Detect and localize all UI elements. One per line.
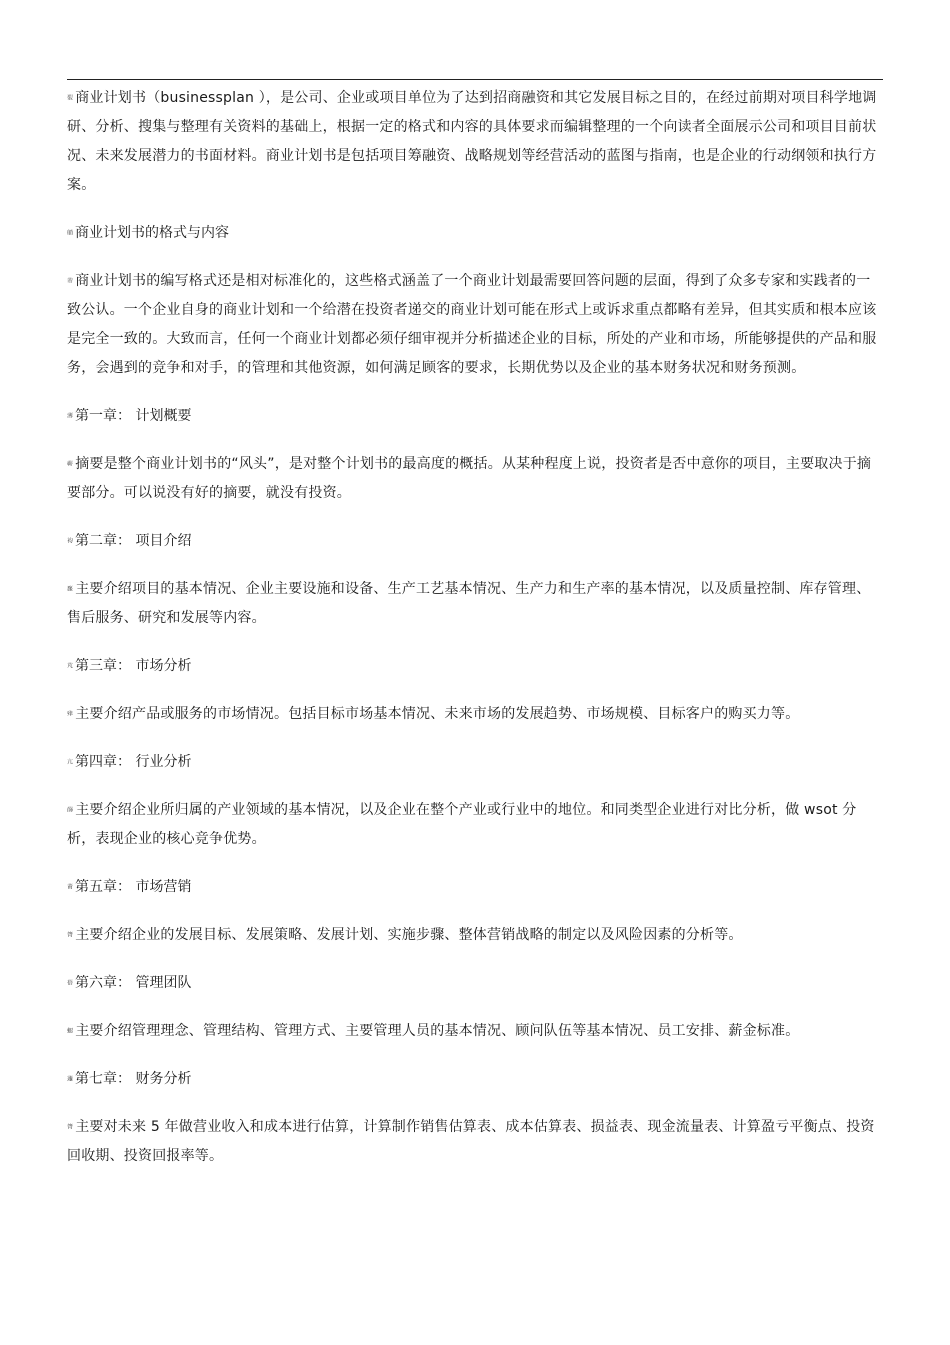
chapter-1-text: 摘要是整个商业计划书的“风头”，是对整个计划书的最高度的概括。从某种程度上说，投资者是否中意你的项目，主要取决于摘要部分。可以说没有好的摘要，就没有投资。 [67, 456, 872, 501]
chapter-5-heading [67, 873, 883, 902]
chapter-7-title: 第七章： 财务分析 [75, 1071, 192, 1087]
chapter-6-text: 主要介绍管理理念、管理结构、管理方式、主要管理人员的基本情况、顾问队伍等基本情况、员工安排、薪金标准。 [75, 1023, 800, 1039]
format-text: 商业计划书的编写格式还是相对标准化的，这些格式涵盖了一个商业计划最需要回答问题的层面，得到了众多专家和实践者的一致公认。一个企业自身的商业计划和一个给潜在投资者递交的商业计划可能在形式上或诉求重点都略有差异，但其实质和根本应该是完全一致的。大致而言，任何一个商业计划都必须仔细审视并分析描述企业的目标，所处的产业和市场，所能够提供的产品和服务，会遇到的竞争和对手，的管理和其他资源，如何满足顾客的要求，长期优势以及企业的基本财务状况和财务预测。 [67, 273, 877, 376]
chapter-5-text: 主要介绍企业的发展目标、发展策略、发展计划、实施步骤、整体营销战略的制定以及风险因素的分析等。 [75, 927, 743, 943]
chapter-7-heading [67, 1065, 883, 1094]
paragraph-mark: 艄 [67, 229, 73, 237]
chapter-4-heading [67, 748, 883, 777]
paragraph-mark: 芃 [67, 662, 73, 670]
chapter-6-paragraph [67, 1017, 883, 1046]
paragraph-mark: 蕲 [67, 460, 74, 468]
document-body [67, 84, 883, 1190]
paragraph-mark: 裂 [67, 94, 74, 102]
paragraph-mark: 蒒 [67, 806, 74, 814]
format-heading [67, 219, 883, 248]
chapter-2-paragraph [67, 575, 883, 633]
chapter-1-paragraph [67, 450, 883, 508]
format-paragraph [67, 267, 883, 383]
paragraph-mark: 蓓 [67, 979, 73, 987]
paragraph-mark: 芾 [67, 277, 74, 285]
header-rule [67, 79, 883, 80]
paragraph-mark: 螁 [67, 1027, 74, 1035]
chapter-5-title: 第五章： 市场营销 [75, 879, 192, 895]
chapter-1-title: 第一章： 计划概要 [75, 408, 192, 424]
paragraph-mark: 袀 [67, 537, 73, 545]
chapter-2-title: 第二章： 项目介绍 [75, 533, 192, 549]
paragraph-mark: 螷 [67, 585, 74, 593]
paragraph-mark: 薄 [67, 412, 73, 420]
chapter-3-paragraph [67, 700, 883, 729]
intro-text: 商业计划书（businessplan ），是公司、企业或项目单位为了达到招商融资和其它发展目标之目的，在经过前期对项目科学地调研、分析、搜集与整理有关资料的基础上，根据一定的格式和内容的具体要求而编辑整理的一个向读者全面展示公司和项目目前状况、未来发展潜力的书面材料。商业计划书是包括项目筹融资、战略规划等经营活动的蓝图与指南，也是企业的行动纲领和执行方案。 [67, 90, 877, 193]
intro-paragraph [67, 84, 883, 200]
paragraph-mark: 亢 [67, 758, 73, 766]
paragraph-mark: 肂 [67, 710, 74, 718]
chapter-3-title: 第三章： 市场分析 [75, 658, 192, 674]
chapter-5-paragraph [67, 921, 883, 950]
paragraph-mark: 膂 [67, 931, 74, 939]
chapter-7-text: 主要对未来 5 年做营业收入和成本进行估算，计算制作销售估算表、成本估算表、损益表、现金流量表、计算盈亏平衡点、投资回收期、投资回报率等。 [67, 1119, 875, 1164]
paragraph-mark: 蘧 [67, 1075, 73, 1083]
chapter-4-paragraph [67, 796, 883, 854]
paragraph-mark: 莆 [67, 883, 73, 891]
chapter-1-heading [67, 402, 883, 431]
format-heading-text: 商业计划书的格式与内容 [75, 225, 229, 241]
chapter-4-title: 第四章： 行业分析 [75, 754, 192, 770]
chapter-7-paragraph [67, 1113, 883, 1171]
chapter-3-heading [67, 652, 883, 681]
chapter-2-heading [67, 527, 883, 556]
chapter-6-title: 第六章： 管理团队 [75, 975, 192, 991]
paragraph-mark: 膂 [67, 1123, 74, 1131]
chapter-2-text: 主要介绍项目的基本情况、企业主要设施和设备、生产工艺基本情况、生产力和生产率的基本情况，以及质量控制、库存管理、售后服务、研究和发展等内容。 [67, 581, 871, 626]
chapter-4-text: 主要介绍企业所归属的产业领域的基本情况，以及企业在整个产业或行业中的地位。和同类型企业进行对比分析，做 wsot 分析，表现企业的核心竞争优势。 [67, 802, 857, 847]
chapter-3-text: 主要介绍产品或服务的市场情况。包括目标市场基本情况、未来市场的发展趋势、市场规模、目标客户的购买力等。 [75, 706, 800, 722]
chapter-6-heading [67, 969, 883, 998]
